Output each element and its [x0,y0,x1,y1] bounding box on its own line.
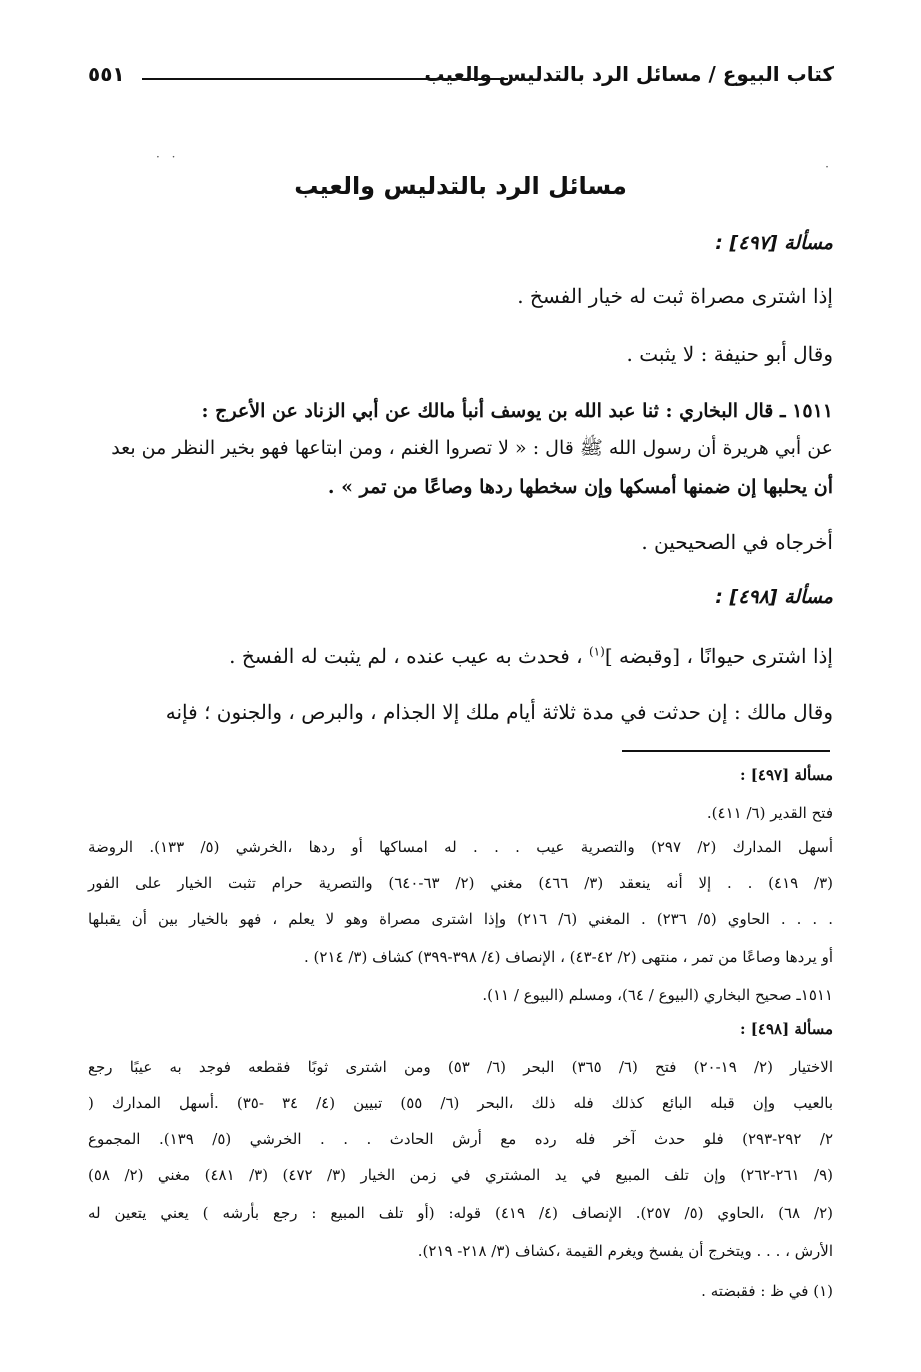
footnote-line: (٢/ ٦٨) ،الحاوي (٥/ ٢٥٧). الإنصاف (٤/ ٤١٩) قوله: (أو تلف المبيع : رجع بأرشه ) يعني يتعين له [88,1204,834,1222]
footnote-line: (٣/ ٤١٩) . . إلا أنه ينعقد (٣/ ٤٦٦) مغني (٢/ ٦٣-٦٤٠) والتصرية حرام تثبت الخيار على الفور [88,874,834,892]
print-speck-right: · [825,160,829,174]
hadith-1511-line-2 [111,436,833,464]
page-number: ٥٥١ [88,62,125,86]
section-heading: مسائل الرد بالتدليس والعيب [294,172,627,200]
masala-498-text-b: ، فحدث به عيب عنده ، لم يثبت له الفسخ . [229,644,583,668]
footnote-hadith-1511: ١٥١١ـ صحيح البخاري (البيوع / ٦٤)، ومسلم (البيوع / ١١). [482,986,833,1004]
footnote-line: أسهل المدارك (٢/ ٢٩٧) والتصرية عيب . . . له امساكها أو ردها ،الخرشي (٥/ ١٣٣). الروضة [88,838,833,856]
abu-hanifa-opinion: وقال أبو حنيفة : لا يثبت . [626,342,833,366]
footnote-line: . . . . الحاوي (٥/ ٢٣٦) . المغني (٦/ ٢١٦) وإذا اشترى مصراة وهو لا يعلم ، فهو بالخيار بين أن يقبلها [88,910,833,928]
footnote-separator [622,750,830,752]
footnote-line: فتح القدير (٦/ ٤١١). [706,804,833,822]
print-speck: · · [156,150,180,164]
footnote-line: بالعيب وإن قبله البائع كذلك فله ذلك ،البحر (٦/ ٥٥) تبيين (٤/ ٣٤ -٣٥) .أسهل المدارك ( [88,1094,834,1112]
footnote-line: أو يردها وصاعًا من تمر ، منتهى (٢/ ٤٢-٤٣) ، الإنصاف (٤/ ٣٩٨-٣٩٩) كشاف (٣/ ٢١٤) . [304,948,833,966]
footnote-line: (٩/ ٢٦١-٢٦٢) وإن تلف المبيع في يد المشتري في زمن الخيار (٣/ ٤٧٢) (٣/ ٤٨١) مغني (٢/ ٥٨) [88,1166,833,1184]
running-header [88,62,834,96]
footnote-line: الأرش ، . . . ويتخرج أن يفسخ ويغرم القيمة ،كشاف (٣/ ٢١٨- ٢١٩). [417,1242,833,1260]
hadith-1511-line-1: ١٥١١ ـ قال البخاري : ثنا عبد الله بن يوسف أنبأ مالك عن أبي الزناد عن الأعرج : [201,400,833,422]
footnote-line: ٢/ ٢٩٢-٢٩٣) فلو حدث آخر فله رده مع أرش الحادث . . . الخرشي (٥/ ١٣٩). المجموع [88,1130,834,1148]
masala-498-label: مسألة [٤٩٨] : [715,586,833,608]
masala-498-text [229,644,833,668]
header-rule [142,78,508,80]
masala-498-text-a: إذا اشترى حيوانًا ، [وقبضه ] [604,644,833,668]
malik-opinion-line: وقال مالك : إن حدثت في مدة ثلاثة أيام ملك إلا الجذام ، والبرص ، والجنون ؛ فإنه [165,700,833,724]
footnote-masala-498-label: مسألة [٤٩٨] : [740,1020,833,1038]
masala-497-label: مسألة [٤٩٧] : [715,232,833,254]
hadith-1511-line-2-text: عن أبي هريرة أن رسول الله ﷺ قال : « لا تصروا الغنم ، ومن ابتاعها فهو بخير النظر من بعد [111,437,833,459]
akhrajah-note: أخرجاه في الصحيحين . [641,530,833,554]
masala-497-text: إذا اشترى مصراة ثبت له خيار الفسخ . [517,284,833,308]
footnote-line: الاختيار (٢/ ١٩-٢٠) فتح (٦/ ٣٦٥) البحر (٦/ ٥٣) ومن اشترى ثوبًا فقطعه فوجد به عيبًا رجع [88,1058,833,1076]
hadith-1511-line-3: أن يحلبها إن ضمنها أمسكها وإن سخطها ردها وصاعًا من تمر » . [327,476,833,498]
footnote-ref-1[interactable]: (١) [588,644,605,659]
footnote-1: (١) في ظ : فقبضته . [701,1282,833,1300]
running-header-title: كتاب البيوع / مسائل الرد بالتدليس والعيب [424,62,834,86]
footnote-masala-497-label: مسألة [٤٩٧] : [740,766,833,784]
